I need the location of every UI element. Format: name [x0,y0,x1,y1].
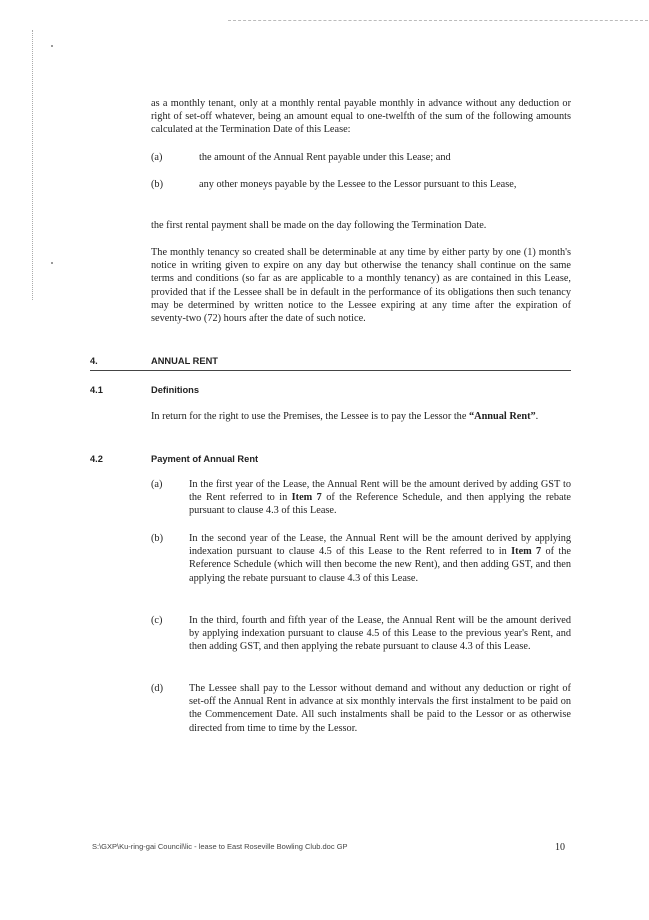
item-label: (b) [151,533,164,544]
subsection-number: 4.1 [90,385,103,395]
scan-edge-top [228,20,648,21]
item-text: the amount of the Annual Rent payable under this Lease; and [199,152,451,163]
section-title: ANNUAL RENT [151,356,218,366]
scan-edge-left [32,30,33,300]
subsection-title: Payment of Annual Rent [151,454,259,464]
subsection-number: 4.2 [90,454,103,464]
item-text: In the first year of the Lease, the Annual Rent will be the amount derived by adding GST to the Rent referred to in Item 7 of the Reference Schedule, and then applying the rebate pursuant to clause 4.3 of this Lease. [189,479,571,517]
item-text: The Lessee shall pay to the Lessor without demand and without any deduction or right of set-off the Annual Rent in advance at six monthly intervals the first instalment to be paid on the Commencement Date. All such instalments shall be paid to the Lessor or as otherwise directed from time to time by the Lessor. [189,683,571,734]
intro-paragraph: as a monthly tenant, only at a monthly rental payable monthly in advance without any deduction or right of set-off whatever, being an amount equal to one-twelfth of the sum of the following amounts calculated at the Termination Date of this Lease: [151,98,571,136]
item-text: In the third, fourth and fifth year of the Lease, the Annual Rent will be the amount derived by applying indexation pursuant to clause 4.5 of this Lease to the previous year's Rent, and then adding GST, and then applying the rebate pursuant to clause 4.3 of this Lease. [189,615,571,653]
scan-speck [51,262,53,264]
subsection-title: Definitions [151,385,200,395]
item-text: In the second year of the Lease, the Annual Rent will be the amount derived by applying indexation pursuant to clause 4.5 of this Lease to the Rent referred to in Item 7 of the Reference Schedule (which will then become the new Rent), and then adding GST, and then applying the rebate pursuant to clause 4.3 of this Lease. [189,533,572,584]
page-number: 10 [555,842,565,853]
scan-speck [51,45,53,47]
tenancy-paragraph: The monthly tenancy so created shall be determinable at any time by either party by one (1) month's notice in writing given to expire on any day but otherwise the tenancy shall continue on the same terms and conditions (so far as are applicable to a monthly tenancy) as are contained in this Lease, provided that if the Lessee shall be in default in the performance of its obligations then such tenancy may be determined by written notice to the Lessee expiring at any time after the expiration of seventy-two (72) hours after the date of such notice. [151,247,571,325]
defined-term: “Annual Rent” [468,411,536,422]
definitions-paragraph: In return for the right to use the Premises, the Lessee is to pay the Lessor the “Annual Rent”. [151,411,539,422]
footer-file-path: S:\GXP\Ku-ring-gai Council\lic - lease to East Roseville Bowling Club.doc GP [92,842,348,851]
item-label: (a) [151,152,163,163]
section-number: 4. [90,356,98,366]
first-payment-paragraph: the first rental payment shall be made on the day following the Termination Date. [151,220,487,231]
item-label: (b) [151,179,164,190]
item-label: (a) [151,479,163,490]
section-rule [90,370,571,371]
item-text: any other moneys payable by the Lessee to the Lessor pursuant to this Lease, [199,179,517,190]
item-label: (d) [151,683,164,694]
item-label: (c) [151,615,163,626]
